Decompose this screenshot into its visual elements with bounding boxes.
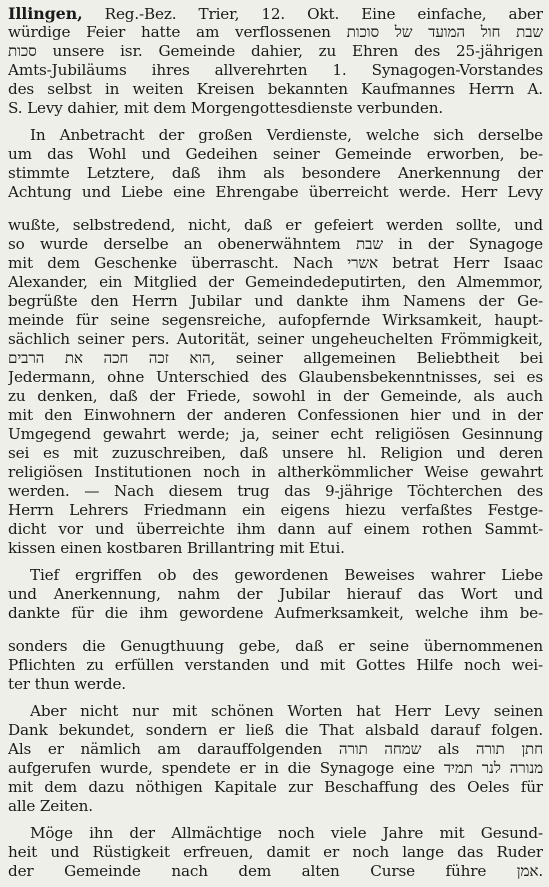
article-line: mit dem Geschenke überrascht. Nach אשרי betrat Herr Isaac: [8, 254, 543, 272]
article-line: begrüßte den Herrn Jubilar und dankte ihm Namens der Ge-: [8, 292, 543, 310]
article-line: Aber nicht nur mit schönen Worten hat Herr Levy seinen: [30, 702, 543, 720]
article-line: Dank bekundet, sondern er ließ die That alsbald darauf folgen.: [8, 721, 543, 739]
article-line: Amts-Jubiläums ihres allverehrten 1. Synagogen-Vorstandes: [8, 61, 543, 79]
article-line: sonders die Genugthuung gebe, daß er seine übernommenen: [8, 637, 543, 655]
article-line: zu denken, daß der Friede, sowohl in der Gemeinde, als auch: [8, 387, 543, 405]
article-line: mit dem dazu nöthigen Kapitale zur Beschaffung des Oeles für: [8, 778, 543, 796]
article-line: Möge ihn der Allmächtige noch viele Jahre mit Gesund-: [30, 824, 543, 842]
article-line: aufgerufen wurde, spendete er in die Synagoge eine מנורה לנר תמיד: [8, 759, 543, 777]
article-line: Achtung und Liebe eine Ehrengabe überreicht werde. Herr Levy: [8, 183, 543, 201]
article-line: meinde für seine segensreiche, aufopfernde Wirksamkeit, haupt-: [8, 311, 543, 329]
article-line: wußte, selbstredend, nicht, daß er gefeiert werden sollte, und: [8, 216, 543, 234]
article-line: In Anbetracht der großen Verdienste, welche sich derselbe: [30, 126, 543, 144]
article-line: [8, 5, 543, 23]
article-line: Umgegend gewahrt werde; ja, seiner echt religiösen Gesinnung: [8, 425, 543, 443]
article-line: stimmte Letztere, daß ihm als besondere Anerkennung der: [8, 164, 543, 182]
article-line: heit und Rüstigkeit erfreuen, damit er noch lange das Ruder: [8, 843, 543, 861]
article-line: dicht vor und überreichte ihm dann auf einem rothen Sammt-: [8, 520, 543, 538]
article-line: um das Wohl und Gedeihen seiner Gemeinde erworben, be-: [8, 145, 543, 163]
article-line: alle Zeiten.: [8, 797, 93, 815]
article-line: der Gemeinde nach dem alten Curse führe אמן.: [8, 862, 543, 880]
article-line: Tief ergriffen ob des gewordenen Beweises wahrer Liebe: [30, 566, 543, 584]
article-line: S. Levy dahier, mit dem Morgengottesdienste verbunden.: [8, 99, 444, 117]
article-line: und Anerkennung, nahm der Jubilar hierauf das Wort und: [8, 585, 543, 603]
article-line: religiösen Institutionen noch in altherkömmlicher Weise gewahrt: [8, 463, 543, 481]
article-line: dankte für die ihm gewordene Aufmerksamkeit, welche ihm be-: [8, 604, 543, 622]
article-line: würdige Feier hatte am verflossenen שבת חול המועד של סוכות: [8, 23, 543, 41]
article-line: sächlich seiner pers. Autorität, seiner ungeheuchelten Frömmigkeit,: [8, 330, 543, 348]
article-line: kissen einen kostbaren Brillantring mit Etui.: [8, 539, 345, 557]
article-line: des selbst in weiten Kreisen bekannten Kaufmannes Herrn A.: [8, 80, 543, 98]
article-line: so wurde derselbe an obenerwähntem שבת in der Synagoge: [8, 235, 543, 253]
article-line: Alexander, ein Mitglied der Gemeindedeputirten, den Almemmor,: [8, 273, 543, 291]
article-line: werden. — Nach diesem trug das 9-jährige Töchterchen des: [8, 482, 543, 500]
line-text: Reg.-Bez. Trier, 12. Okt. Eine einfache, aber: [104, 5, 543, 23]
article-line: Herrn Lehrers Friedmann ein eigens hiezu verfaßtes Festge-: [8, 501, 543, 519]
article-line: Als er nämlich am darauffolgenden שמחה תורה als חתן תורה: [8, 740, 543, 758]
article-line: סכות unsere isr. Gemeinde dahier, zu Ehren des 25-jährigen: [8, 42, 543, 60]
article-line: Jedermann, ohne Unterschied des Glaubensbekenntnisses, sei es: [8, 368, 543, 386]
article-line: sei es mit zuzuschreiben, daß unsere hl. Religion und deren: [8, 444, 543, 462]
article-line: הוא זכה חכה את הרבים, seiner allgemeinen Beliebtheit bei: [8, 349, 543, 367]
place-name: Illingen,: [8, 5, 83, 23]
article-line: ter thun werde.: [8, 675, 126, 693]
article-line: Pflichten zu erfüllen verstanden und mit Gottes Hilfe noch wei-: [8, 656, 543, 674]
article-line: mit den Einwohnern der anderen Confessionen hier und in der: [8, 406, 543, 424]
